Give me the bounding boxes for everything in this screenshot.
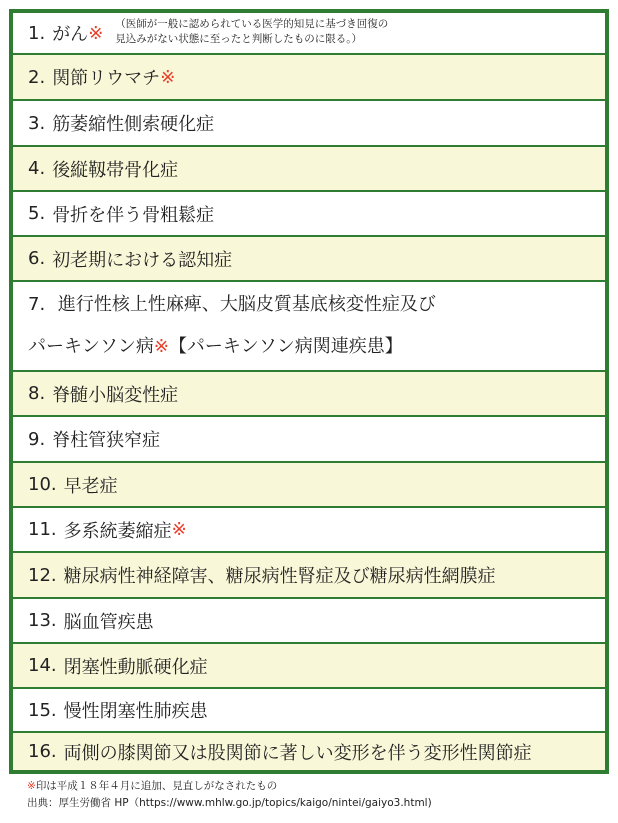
revision-mark: ※ [171,519,187,540]
footnote-mark: ※ [27,780,36,792]
item-label: 骨折を伴う骨粗鬆症 [52,204,215,226]
item-label: 関節リウマチ [52,68,161,89]
list-item-8 [13,372,605,415]
item-line-1 [28,284,436,326]
item-number: 7. [28,294,46,315]
specified-diseases-table [9,9,609,774]
item-number: 6. [28,248,46,269]
item-label: 脳血管疾患 [63,611,154,633]
item-note-line-2: 見込みがない状態に至ったと判断したものに限る。） [115,33,363,45]
list-item-14 [13,644,605,687]
item-number: 15. [28,699,57,721]
list-item-16 [13,733,605,770]
item-label: 両側の膝関節又は股関節に著しい変形を伴う変形性関節症 [63,742,532,764]
item-number: 8. [28,383,46,404]
item-label: 慢性閉塞性肺疾患 [63,701,208,722]
footnotes [27,778,432,812]
item-label-line-2b: 【パーキンソン病関連疾患】 [168,336,403,357]
list-item-1 [13,13,605,53]
item-label: 脊柱管狭窄症 [52,430,161,451]
source-note: 出典：厚生労働省 HP（https://www.mhlw.go.jp/topics/kaigo/nintei/gaiyo3.html) [27,797,432,809]
item-label: 糖尿病性神経障害、糖尿病性腎症及び糖尿病性網膜症 [63,566,496,587]
revision-mark: ※ [88,22,104,44]
revision-footnote [27,778,432,795]
list-item-6 [13,237,605,280]
item-label: がん [52,24,89,45]
item-label: 閉塞性動脈硬化症 [63,656,208,678]
revision-mark: ※ [160,66,176,88]
item-label: 初老期における認知症 [52,249,233,271]
item-number: 16. [28,741,57,762]
item-label: 多系統萎縮症 [63,520,172,542]
list-item-10 [13,463,605,506]
list-item-13 [13,599,605,642]
item-number: 5. [28,203,46,224]
item-number: 1. [28,22,46,44]
item-label: 早老症 [63,475,118,497]
list-item-5 [13,192,605,235]
item-label-line-2a: パーキンソン病 [28,336,154,357]
item-number: 11. [28,519,57,540]
revision-mark: ※ [153,336,169,357]
item-number: 4. [28,158,46,179]
list-item-3 [13,101,605,145]
list-item-7 [13,282,605,370]
item-label: 後縦靱帯骨化症 [52,159,179,181]
list-item-2 [13,55,605,99]
item-note-line-1: （医師が一般に認められている医学的知見に基づき回復の [115,18,389,30]
item-note [115,17,535,47]
item-label-line-1: 進行性核上性麻痺、大脳皮質基底核変性症及び [57,294,436,315]
list-item-9 [13,417,605,461]
item-number: 14. [28,655,57,676]
list-item-11 [13,508,605,551]
list-item-15 [13,689,605,731]
item-number: 3. [28,112,46,134]
list-item-4 [13,147,605,190]
list-item-12 [13,553,605,597]
footnote-text: 印は平成１８年４月に追加、見直しがなされたもの [35,780,278,792]
item-label: 脊髄小脳変性症 [52,384,179,406]
item-number: 10. [28,474,57,495]
item-line-2 [28,326,403,368]
item-label: 筋萎縮性側索硬化症 [52,114,215,135]
item-number: 9. [28,428,46,450]
item-number: 13. [28,610,57,631]
item-number: 12. [28,564,57,586]
item-number: 2. [28,66,46,88]
